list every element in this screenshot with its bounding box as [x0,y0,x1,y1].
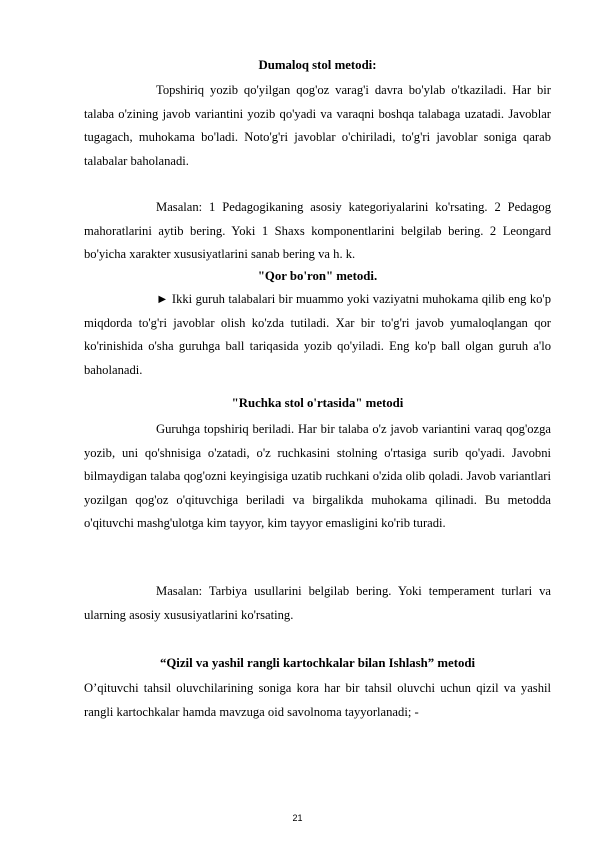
paragraph-qizil-yashil-description: O’qituvchi tahsil oluvchilarining soniga kora har bir tahsil oluvchi uchun qizil va yashil rangli kartochkalar hamda mavzuga oid savolnoma tayyorlanadi; - [84,681,551,719]
section-heading-qor-boron: "Qor bo'ron" metodi. [257,269,378,283]
page-number: 21 [292,813,303,823]
paragraph-dumaloq-stol-example: Masalan: 1 Pedagogikaning asosiy kategoriyalarini ko'rsating. 2 Pedagog mahoratlarini aytib bering. Yoki 1 Shaxs komponentlarini belgilab bering. 2 Leongard bo'yicha xarakter xususiyatlarini sanab bering va h. k. [84,200,551,262]
paragraph-qor-boron-description: ► Ikki guruh talabalari bir muammo yoki vaziyatni muhokama qilib eng ko'p miqdorda to'g'ri javoblar olish ko'zda tutiladi. Xar bir to'g'ri javob yumaloqlangan qor ko'rinishida o'sha guruhga ball tariqasida yozib qo'yiladi. Eng ko'p ball olgan guruh a'lo baholanadi. [84,292,551,377]
section-heading-ruchka-stol: "Ruchka stol o'rtasida" metodi [231,396,404,410]
paragraph-dumaloq-stol-description: Topshiriq yozib qo'yilgan qog'oz varag'i davra bo'ylab o'tkaziladi. Har bir talaba o'zining javob variantini yozib qo'yadi va varaqni boshqa talabaga uzatadi. Javoblar tugagach, muhokama bo'ladi. Noto'g'ri javoblar o'chiriladi, to'g'ri javoblar soniga qarab talabalar baholanadi. [84,83,551,168]
section-heading-qizil-yashil: “Qizil va yashil rangli kartochkalar bilan Ishlash” metodi [159,656,476,670]
paragraph-ruchka-stol-example: Masalan: Tarbiya usullarini belgilab bering. Yoki temperament turlari va ularning asosiy xususiyatlarini ko'rsating. [84,584,551,622]
paragraph-ruchka-stol-description: Guruhga topshiriq beriladi. Har bir talaba o'z javob variantini varaq qog'ozga yozib, uni qo'shnisiga o'zatadi, o'z ruchkasini stolning o'rtasiga surib qo'yadi. Javobni bilmaydigan talaba qog'ozni keyingisiga uzatib ruchkani o'zida olib qoladi. Javob variantlari yozilgan qog'oz o'qituvchiga beriladi va birgalikda muhokama qilinadi. Bu metodda o'qituvchi mashg'ulotga kim tayyor, kim tayyor emasligini ko'rib turadi. [84,422,551,531]
section-heading-dumaloq-stol: Dumaloq stol metodi: [258,58,377,72]
